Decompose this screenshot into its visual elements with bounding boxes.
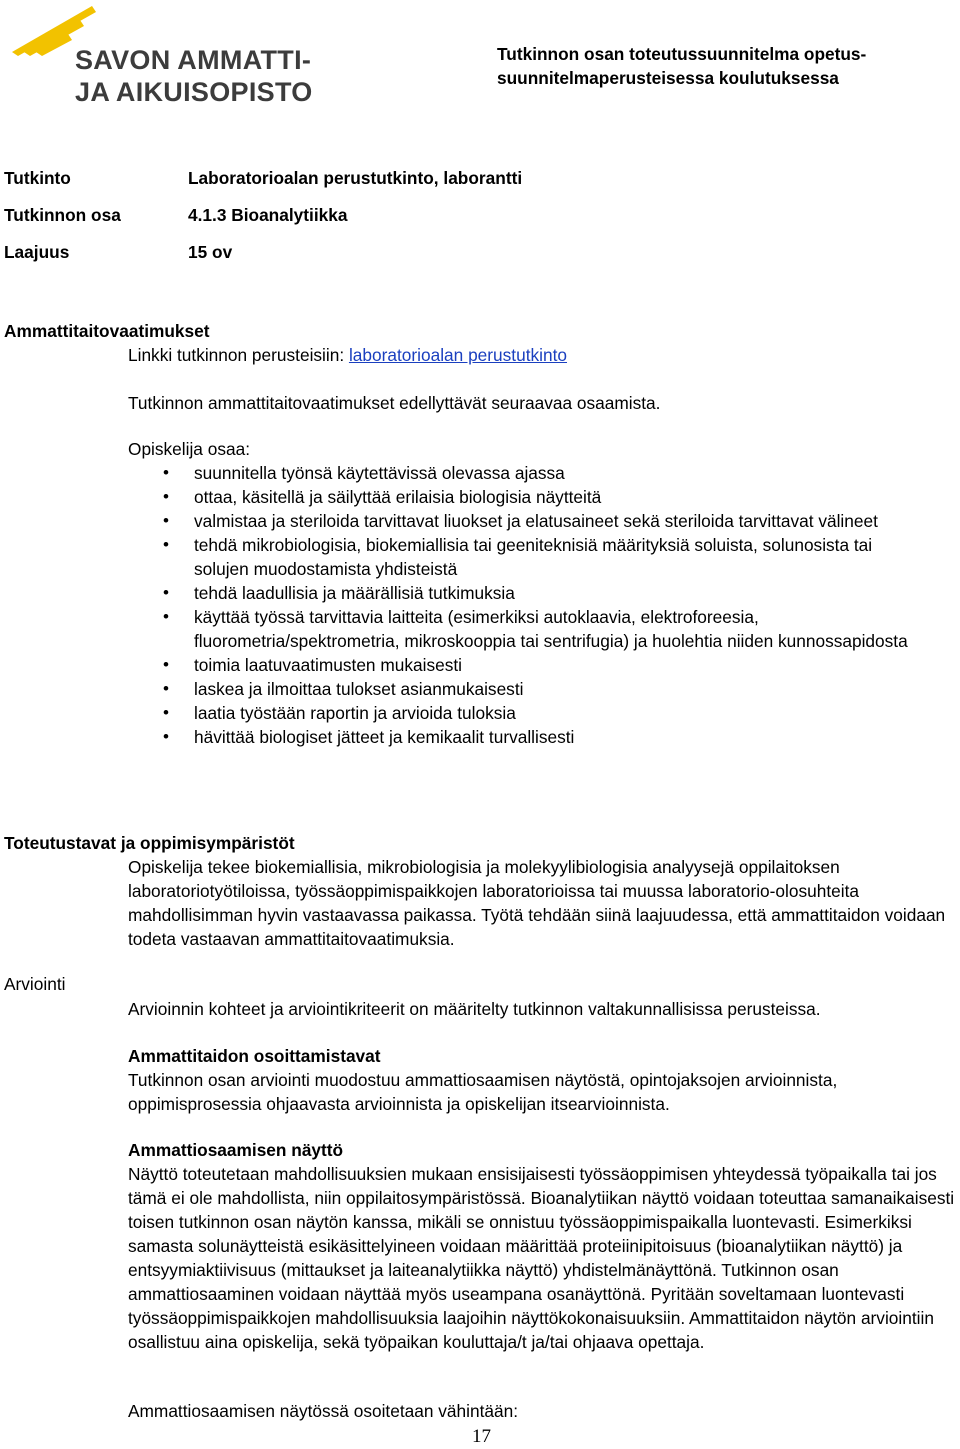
list-item: • tehdä mikrobiologisia, biokemiallisia tai geeniteknisiä määrityksiä soluista, solunosista tai solujen muodostamista yhdisteistä (128, 533, 928, 581)
list-item: • käyttää työssä tarvittavia laitteita (esimerkiksi autoklaavia, elektroforeesia, fluorometria/spektrometria, mikroskooppia tai sentrifugia) ja huolehtia niiden kunnossapidosta (128, 605, 928, 653)
tutkinnon-osa-label: Tutkinnon osa (4, 205, 121, 225)
arviointi-text: Arvioinnin kohteet ja arviointikriteerit on määritelty tutkinnon valtakunnallisissa perusteissa. (128, 999, 821, 1019)
list-item: • laatia työstään raportin ja arvioida tuloksia (128, 701, 928, 725)
toteutustavat-text: Opiskelija tekee biokemiallisia, mikrobiologisia ja molekyylibiologisia analyysejä oppilaitoksen laboratoriotyötiloissa, työssäoppimispaikkojen laboratorioissa tai muussa laboratorio-olosuhteita mahdollisimman hyvin vastaavassa paikassa. Työtä tehdään siinä laajuudessa, että ammattitaidon voidaan todeta vastaavan ammattitaitovaatimuksia. (128, 857, 946, 949)
tutkinto-value: Laboratorioalan perustutkinto, laborantti (188, 168, 523, 188)
link-prefix: Linkki tutkinnon perusteisiin: (128, 345, 349, 365)
list-item: • ottaa, käsitellä ja säilyttää erilaisia biologisia näytteitä (128, 485, 928, 509)
tutkinnon-osa-value: 4.1.3 Bioanalytiikka (188, 205, 348, 225)
laajuus-label: Laajuus (4, 242, 70, 262)
list-item: • toimia laatuvaatimusten mukaisesti (128, 653, 928, 677)
naytto-text: Näyttö toteutetaan mahdollisuuksien mukaan ensisijaisesti työssäoppimisen yhteydessä työpaikalla tai jos tämä ei ole mahdollista, niin oppilaitosympäristössä. Bioanalytiikan näyttö voidaan toteuttaa samanaikaisesti toisen tutkinnon osan näytön kanssa, mikäli se onnistuu työssäoppimispaikalla luontevasti. Esimerkiksi samasta solunäytteistä esikäsittelyineen voidaan määrittää proteiinipitoisuus (bioanalytiikan näyttö) ja entsyymiaktiivisuus (mittaukset ja laiteanalytiikka näyttö) yhdistelmänäyttönä. Tutkinnon osan ammattiosaaminen voidaan näyttää myös useampana osanäyttönä. Pyritään soveltamaan luontevasti työssäoppimispaikkojen mahdollisuuksia laajoihin näyttökokonaisuuksiin. Ammattitaidon näytön arviointiin osallistuu aina opiskelija, sekä työpaikan kouluttaja/t ja/tai ohjaava opettaja. (128, 1164, 955, 1352)
tutkinto-label: Tutkinto (4, 168, 71, 188)
osoittamistavat-text: Tutkinnon osan arviointi muodostuu ammattiosaamisen näytöstä, opintojaksojen arvioinnista, oppimisprosessia ohjaavasta arvioinnista ja opiskelijan itsearvioinnista. (128, 1070, 838, 1114)
logo-line-1: SAVON AMMATTI- (75, 45, 312, 75)
laajuus-value: 15 ov (188, 242, 233, 262)
osaaminen-list (128, 461, 928, 749)
perusteet-link-line (128, 343, 956, 367)
toteutustavat-heading: Toteutustavat ja oppimisympäristöt (4, 833, 295, 853)
arviointi-heading: Arviointi (4, 974, 66, 994)
page-number: 17 (472, 1426, 491, 1447)
osoittamistavat-heading: Ammattitaidon osoittamistavat (128, 1046, 381, 1066)
logo-line-2: JA AIKUISOPISTO (75, 77, 313, 107)
logo-text (75, 44, 313, 108)
list-item: • tehdä laadullisia ja määrällisiä tutkimuksia (128, 581, 928, 605)
naytto-footer-line: Ammattiosaamisen näytössä osoitetaan vähintään: (128, 1401, 519, 1421)
list-item: • hävittää biologiset jätteet ja kemikaalit turvallisesti (128, 725, 928, 749)
perustutkinto-link[interactable]: laboratorioalan perustutkinto (348, 345, 568, 365)
vaatimukset-intro: Tutkinnon ammattitaitovaatimukset edellyttävät seuraavaa osaamista. (128, 393, 661, 413)
list-item: • suunnitella työnsä käytettävissä olevassa ajassa (128, 461, 928, 485)
list-item: • laskea ja ilmoittaa tulokset asianmukaisesti (128, 677, 928, 701)
list-item: • valmistaa ja steriloida tarvittavat liuokset ja elatusaineet sekä steriloida tarvittavat välineet (128, 509, 928, 533)
opiskelija-osaa-label: Opiskelija osaa: (128, 439, 250, 459)
document-title: Tutkinnon osan toteutussuunnitelma opetus-suunnitelmaperusteisessa koulutuksessa (497, 44, 867, 88)
ammattitaitovaatimukset-heading: Ammattitaitovaatimukset (4, 321, 210, 341)
naytto-heading: Ammattiosaamisen näyttö (128, 1140, 344, 1160)
